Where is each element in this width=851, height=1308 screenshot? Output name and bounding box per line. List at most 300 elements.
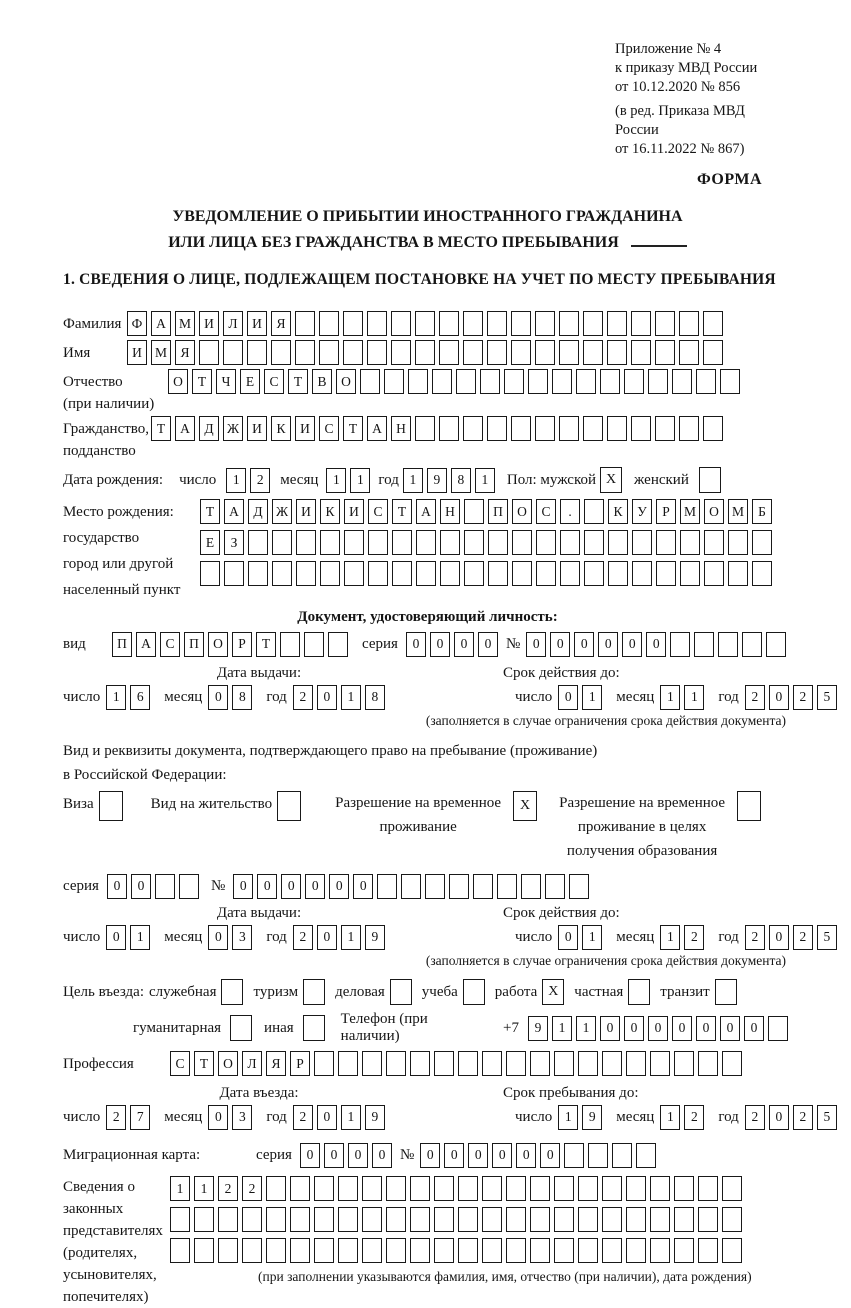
char-box[interactable]: [530, 1238, 550, 1263]
male-checkbox[interactable]: X: [600, 467, 622, 493]
char-box[interactable]: [464, 499, 484, 524]
char-box[interactable]: 1: [475, 468, 495, 493]
char-box[interactable]: [487, 416, 507, 441]
char-box[interactable]: 2: [793, 685, 813, 710]
char-box[interactable]: [607, 340, 627, 365]
char-box[interactable]: 1: [341, 685, 361, 710]
char-box[interactable]: 0: [600, 1016, 620, 1041]
char-box[interactable]: [608, 561, 628, 586]
char-box[interactable]: [530, 1176, 550, 1201]
char-box[interactable]: [602, 1051, 622, 1076]
char-box[interactable]: Д: [248, 499, 268, 524]
char-box[interactable]: 1: [170, 1176, 190, 1201]
char-box[interactable]: 1: [660, 685, 680, 710]
char-box[interactable]: [362, 1207, 382, 1232]
char-box[interactable]: 2: [745, 1105, 765, 1130]
char-box[interactable]: [242, 1207, 262, 1232]
char-box[interactable]: [535, 311, 555, 336]
char-box[interactable]: [564, 1143, 584, 1168]
char-box[interactable]: [680, 530, 700, 555]
char-box[interactable]: [545, 874, 565, 899]
char-box[interactable]: К: [320, 499, 340, 524]
char-box[interactable]: 1: [350, 468, 370, 493]
char-box[interactable]: [338, 1176, 358, 1201]
char-box[interactable]: [626, 1051, 646, 1076]
char-box[interactable]: [703, 311, 723, 336]
char-box[interactable]: [626, 1238, 646, 1263]
char-box[interactable]: С: [264, 369, 284, 394]
char-box[interactable]: [728, 530, 748, 555]
char-box[interactable]: [631, 416, 651, 441]
char-box[interactable]: [648, 369, 668, 394]
char-box[interactable]: [650, 1051, 670, 1076]
char-box[interactable]: [672, 369, 692, 394]
char-box[interactable]: 1: [684, 685, 704, 710]
char-box[interactable]: И: [344, 499, 364, 524]
char-box[interactable]: 2: [293, 685, 313, 710]
char-box[interactable]: [360, 369, 380, 394]
char-box[interactable]: [512, 530, 532, 555]
char-box[interactable]: 1: [552, 1016, 572, 1041]
char-box[interactable]: 0: [516, 1143, 536, 1168]
char-box[interactable]: 0: [131, 874, 151, 899]
char-box[interactable]: [602, 1207, 622, 1232]
char-box[interactable]: [674, 1176, 694, 1201]
char-box[interactable]: [560, 530, 580, 555]
char-box[interactable]: 3: [232, 1105, 252, 1130]
char-box[interactable]: 0: [454, 632, 474, 657]
char-box[interactable]: [280, 632, 300, 657]
char-box[interactable]: [434, 1207, 454, 1232]
char-box[interactable]: 1: [582, 925, 602, 950]
char-box[interactable]: С: [536, 499, 556, 524]
char-box[interactable]: [377, 874, 397, 899]
char-box[interactable]: [482, 1207, 502, 1232]
char-box[interactable]: [554, 1207, 574, 1232]
char-box[interactable]: О: [208, 632, 228, 657]
char-box[interactable]: 2: [684, 1105, 704, 1130]
char-box[interactable]: 6: [130, 685, 150, 710]
char-box[interactable]: [608, 530, 628, 555]
char-box[interactable]: 0: [257, 874, 277, 899]
char-box[interactable]: [218, 1238, 238, 1263]
char-box[interactable]: [511, 340, 531, 365]
purpose-business-checkbox[interactable]: [390, 979, 412, 1005]
char-box[interactable]: [488, 561, 508, 586]
char-box[interactable]: [439, 340, 459, 365]
char-box[interactable]: [304, 632, 324, 657]
char-box[interactable]: 1: [403, 468, 423, 493]
char-box[interactable]: [497, 874, 517, 899]
char-box[interactable]: 0: [353, 874, 373, 899]
char-box[interactable]: 8: [232, 685, 252, 710]
char-box[interactable]: В: [312, 369, 332, 394]
char-box[interactable]: [506, 1051, 526, 1076]
char-box[interactable]: [578, 1207, 598, 1232]
char-box[interactable]: .: [560, 499, 580, 524]
char-box[interactable]: [583, 416, 603, 441]
char-box[interactable]: [506, 1207, 526, 1232]
char-box[interactable]: [536, 530, 556, 555]
char-box[interactable]: [487, 340, 507, 365]
char-box[interactable]: [528, 369, 548, 394]
purpose-work-checkbox[interactable]: X: [542, 979, 564, 1005]
char-box[interactable]: 0: [558, 925, 578, 950]
char-box[interactable]: [704, 530, 724, 555]
char-box[interactable]: [482, 1238, 502, 1263]
char-box[interactable]: [600, 369, 620, 394]
char-box[interactable]: [521, 874, 541, 899]
char-box[interactable]: [266, 1176, 286, 1201]
char-box[interactable]: [536, 561, 556, 586]
char-box[interactable]: [155, 874, 175, 899]
char-box[interactable]: 7: [130, 1105, 150, 1130]
char-box[interactable]: [584, 499, 604, 524]
visa-checkbox[interactable]: [99, 791, 123, 821]
char-box[interactable]: Л: [242, 1051, 262, 1076]
char-box[interactable]: [314, 1207, 334, 1232]
purpose-humanitarian-checkbox[interactable]: [230, 1015, 252, 1041]
char-box[interactable]: 8: [451, 468, 471, 493]
char-box[interactable]: [368, 530, 388, 555]
char-box[interactable]: [698, 1051, 718, 1076]
char-box[interactable]: [722, 1176, 742, 1201]
char-box[interactable]: [766, 632, 786, 657]
char-box[interactable]: 0: [574, 632, 594, 657]
char-box[interactable]: 1: [130, 925, 150, 950]
char-box[interactable]: [440, 561, 460, 586]
char-box[interactable]: [410, 1176, 430, 1201]
char-box[interactable]: Я: [271, 311, 291, 336]
char-box[interactable]: [511, 416, 531, 441]
char-box[interactable]: [362, 1051, 382, 1076]
char-box[interactable]: М: [728, 499, 748, 524]
char-box[interactable]: 0: [540, 1143, 560, 1168]
purpose-tourism-checkbox[interactable]: [303, 979, 325, 1005]
char-box[interactable]: П: [184, 632, 204, 657]
char-box[interactable]: [722, 1238, 742, 1263]
char-box[interactable]: О: [218, 1051, 238, 1076]
char-box[interactable]: [569, 874, 589, 899]
char-box[interactable]: [464, 561, 484, 586]
char-box[interactable]: [631, 311, 651, 336]
char-box[interactable]: [559, 311, 579, 336]
char-box[interactable]: 0: [300, 1143, 320, 1168]
char-box[interactable]: [179, 874, 199, 899]
char-box[interactable]: [698, 1207, 718, 1232]
char-box[interactable]: [632, 530, 652, 555]
char-box[interactable]: [224, 561, 244, 586]
char-box[interactable]: [670, 632, 690, 657]
char-box[interactable]: [463, 311, 483, 336]
char-box[interactable]: [343, 340, 363, 365]
char-box[interactable]: [458, 1238, 478, 1263]
char-box[interactable]: П: [488, 499, 508, 524]
char-box[interactable]: [482, 1176, 502, 1201]
char-box[interactable]: 0: [281, 874, 301, 899]
char-box[interactable]: 0: [444, 1143, 464, 1168]
char-box[interactable]: 0: [744, 1016, 764, 1041]
char-box[interactable]: 2: [293, 1105, 313, 1130]
char-box[interactable]: Я: [175, 340, 195, 365]
char-box[interactable]: [463, 340, 483, 365]
char-box[interactable]: А: [224, 499, 244, 524]
char-box[interactable]: [602, 1176, 622, 1201]
char-box[interactable]: [559, 416, 579, 441]
char-box[interactable]: [602, 1238, 622, 1263]
female-checkbox[interactable]: [699, 467, 721, 493]
char-box[interactable]: [588, 1143, 608, 1168]
char-box[interactable]: [362, 1176, 382, 1201]
char-box[interactable]: И: [127, 340, 147, 365]
char-box[interactable]: Т: [256, 632, 276, 657]
char-box[interactable]: [415, 340, 435, 365]
char-box[interactable]: [367, 340, 387, 365]
char-box[interactable]: 5: [817, 1105, 837, 1130]
char-box[interactable]: 0: [406, 632, 426, 657]
char-box[interactable]: Ж: [223, 416, 243, 441]
char-box[interactable]: [343, 311, 363, 336]
char-box[interactable]: [415, 416, 435, 441]
char-box[interactable]: С: [160, 632, 180, 657]
char-box[interactable]: [704, 561, 724, 586]
char-box[interactable]: [752, 561, 772, 586]
char-box[interactable]: [530, 1051, 550, 1076]
char-box[interactable]: [488, 530, 508, 555]
char-box[interactable]: 0: [208, 685, 228, 710]
char-box[interactable]: [290, 1207, 310, 1232]
char-box[interactable]: 0: [492, 1143, 512, 1168]
char-box[interactable]: [578, 1051, 598, 1076]
char-box[interactable]: Ч: [216, 369, 236, 394]
char-box[interactable]: [194, 1207, 214, 1232]
char-box[interactable]: 2: [293, 925, 313, 950]
char-box[interactable]: К: [271, 416, 291, 441]
purpose-private-checkbox[interactable]: [628, 979, 650, 1005]
char-box[interactable]: [560, 561, 580, 586]
char-box[interactable]: [416, 530, 436, 555]
char-box[interactable]: Р: [290, 1051, 310, 1076]
char-box[interactable]: 0: [324, 1143, 344, 1168]
char-box[interactable]: М: [175, 311, 195, 336]
char-box[interactable]: [698, 1176, 718, 1201]
char-box[interactable]: 0: [305, 874, 325, 899]
char-box[interactable]: [655, 311, 675, 336]
char-box[interactable]: [464, 530, 484, 555]
char-box[interactable]: 9: [365, 925, 385, 950]
char-box[interactable]: Ж: [272, 499, 292, 524]
char-box[interactable]: Т: [392, 499, 412, 524]
char-box[interactable]: К: [608, 499, 628, 524]
char-box[interactable]: А: [136, 632, 156, 657]
char-box[interactable]: И: [247, 416, 267, 441]
char-box[interactable]: 9: [427, 468, 447, 493]
char-box[interactable]: 1: [106, 685, 126, 710]
char-box[interactable]: [473, 874, 493, 899]
char-box[interactable]: [480, 369, 500, 394]
char-box[interactable]: [247, 340, 267, 365]
char-box[interactable]: 5: [817, 685, 837, 710]
char-box[interactable]: [607, 311, 627, 336]
char-box[interactable]: 0: [430, 632, 450, 657]
char-box[interactable]: [752, 530, 772, 555]
char-box[interactable]: Д: [199, 416, 219, 441]
purpose-transit-checkbox[interactable]: [715, 979, 737, 1005]
char-box[interactable]: С: [170, 1051, 190, 1076]
char-box[interactable]: [722, 1207, 742, 1232]
char-box[interactable]: [266, 1207, 286, 1232]
char-box[interactable]: У: [632, 499, 652, 524]
char-box[interactable]: 0: [478, 632, 498, 657]
char-box[interactable]: [391, 311, 411, 336]
char-box[interactable]: [632, 561, 652, 586]
char-box[interactable]: 0: [558, 685, 578, 710]
char-box[interactable]: [338, 1207, 358, 1232]
char-box[interactable]: [487, 311, 507, 336]
char-box[interactable]: Я: [266, 1051, 286, 1076]
char-box[interactable]: [344, 530, 364, 555]
char-box[interactable]: [679, 311, 699, 336]
char-box[interactable]: 2: [745, 685, 765, 710]
char-box[interactable]: [272, 530, 292, 555]
char-box[interactable]: [320, 530, 340, 555]
char-box[interactable]: [391, 340, 411, 365]
char-box[interactable]: [456, 369, 476, 394]
char-box[interactable]: 1: [226, 468, 246, 493]
char-box[interactable]: 0: [720, 1016, 740, 1041]
char-box[interactable]: А: [175, 416, 195, 441]
char-box[interactable]: [328, 632, 348, 657]
char-box[interactable]: [631, 340, 651, 365]
char-box[interactable]: [290, 1238, 310, 1263]
char-box[interactable]: 1: [582, 685, 602, 710]
char-box[interactable]: 0: [646, 632, 666, 657]
char-box[interactable]: 0: [317, 685, 337, 710]
char-box[interactable]: [742, 632, 762, 657]
char-box[interactable]: И: [247, 311, 267, 336]
char-box[interactable]: [320, 561, 340, 586]
char-box[interactable]: 1: [194, 1176, 214, 1201]
char-box[interactable]: 1: [326, 468, 346, 493]
char-box[interactable]: 0: [672, 1016, 692, 1041]
char-box[interactable]: [314, 1051, 334, 1076]
char-box[interactable]: [718, 632, 738, 657]
char-box[interactable]: [722, 1051, 742, 1076]
char-box[interactable]: Н: [440, 499, 460, 524]
char-box[interactable]: [504, 369, 524, 394]
char-box[interactable]: [290, 1176, 310, 1201]
char-box[interactable]: [415, 311, 435, 336]
char-box[interactable]: [200, 561, 220, 586]
char-box[interactable]: [578, 1176, 598, 1201]
char-box[interactable]: 2: [218, 1176, 238, 1201]
char-box[interactable]: [271, 340, 291, 365]
char-box[interactable]: [194, 1238, 214, 1263]
char-box[interactable]: И: [296, 499, 316, 524]
char-box[interactable]: [559, 340, 579, 365]
char-box[interactable]: Б: [752, 499, 772, 524]
char-box[interactable]: [344, 561, 364, 586]
char-box[interactable]: 9: [365, 1105, 385, 1130]
char-box[interactable]: Л: [223, 311, 243, 336]
char-box[interactable]: 9: [582, 1105, 602, 1130]
char-box[interactable]: [583, 311, 603, 336]
char-box[interactable]: 0: [769, 1105, 789, 1130]
char-box[interactable]: [410, 1207, 430, 1232]
char-box[interactable]: [696, 369, 716, 394]
char-box[interactable]: [583, 340, 603, 365]
char-box[interactable]: [530, 1207, 550, 1232]
char-box[interactable]: [674, 1238, 694, 1263]
residence-permit-checkbox[interactable]: [277, 791, 301, 821]
char-box[interactable]: З: [224, 530, 244, 555]
char-box[interactable]: Е: [240, 369, 260, 394]
char-box[interactable]: [434, 1238, 454, 1263]
char-box[interactable]: [416, 561, 436, 586]
char-box[interactable]: Т: [194, 1051, 214, 1076]
char-box[interactable]: 1: [558, 1105, 578, 1130]
purpose-official-checkbox[interactable]: [221, 979, 243, 1005]
char-box[interactable]: 0: [317, 925, 337, 950]
char-box[interactable]: [338, 1051, 358, 1076]
char-box[interactable]: [463, 416, 483, 441]
char-box[interactable]: [439, 416, 459, 441]
char-box[interactable]: [720, 369, 740, 394]
char-box[interactable]: [319, 311, 339, 336]
char-box[interactable]: С: [319, 416, 339, 441]
char-box[interactable]: 0: [317, 1105, 337, 1130]
char-box[interactable]: [655, 340, 675, 365]
char-box[interactable]: 1: [660, 1105, 680, 1130]
char-box[interactable]: [392, 530, 412, 555]
char-box[interactable]: 0: [107, 874, 127, 899]
char-box[interactable]: [314, 1176, 334, 1201]
char-box[interactable]: [680, 561, 700, 586]
char-box[interactable]: [434, 1051, 454, 1076]
char-box[interactable]: 0: [468, 1143, 488, 1168]
char-box[interactable]: 0: [622, 632, 642, 657]
char-box[interactable]: [384, 369, 404, 394]
char-box[interactable]: 1: [576, 1016, 596, 1041]
char-box[interactable]: И: [199, 311, 219, 336]
char-box[interactable]: М: [680, 499, 700, 524]
char-box[interactable]: 2: [745, 925, 765, 950]
char-box[interactable]: [578, 1238, 598, 1263]
char-box[interactable]: А: [367, 416, 387, 441]
char-box[interactable]: Р: [656, 499, 676, 524]
char-box[interactable]: [386, 1238, 406, 1263]
char-box[interactable]: 9: [528, 1016, 548, 1041]
char-box[interactable]: [636, 1143, 656, 1168]
char-box[interactable]: [607, 416, 627, 441]
char-box[interactable]: 2: [250, 468, 270, 493]
char-box[interactable]: 0: [598, 632, 618, 657]
char-box[interactable]: [386, 1051, 406, 1076]
char-box[interactable]: 0: [648, 1016, 668, 1041]
char-box[interactable]: [584, 530, 604, 555]
char-box[interactable]: [314, 1238, 334, 1263]
char-box[interactable]: О: [512, 499, 532, 524]
char-box[interactable]: [650, 1238, 670, 1263]
char-box[interactable]: [368, 561, 388, 586]
char-box[interactable]: Н: [391, 416, 411, 441]
char-box[interactable]: Т: [288, 369, 308, 394]
char-box[interactable]: [576, 369, 596, 394]
char-box[interactable]: А: [151, 311, 171, 336]
char-box[interactable]: 2: [793, 925, 813, 950]
char-box[interactable]: [535, 340, 555, 365]
char-box[interactable]: [295, 340, 315, 365]
